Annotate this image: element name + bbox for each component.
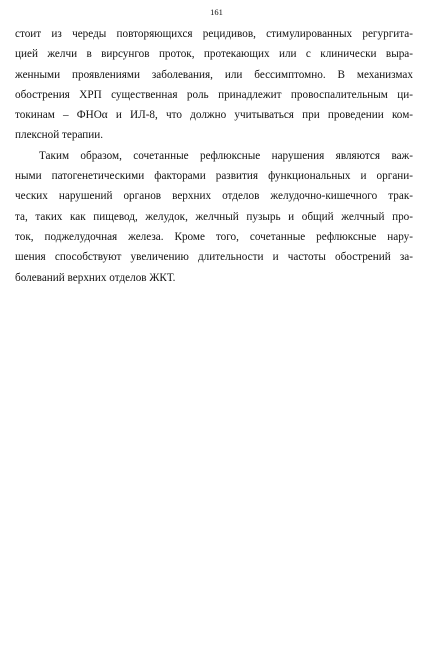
text-line: ными патогенетическими факторами развития функциональных и органи-	[15, 170, 413, 183]
text-line: стоит из череды повторяющихся рецидивов, стимулированных регургита-	[15, 28, 413, 40]
text-line: Таким образом, сочетанные рефлюксные нарушения являются важ-	[39, 149, 413, 162]
text-line: ток, поджелудочная железа. Кроме того, сочетанные рефлюксные нару-	[15, 230, 413, 243]
text-line: та, таких как пищевод, желудок, желчный пузырь и общий желчный про-	[15, 210, 413, 223]
text-line: болеваний верхних отделов ЖКТ.	[15, 271, 176, 284]
body-text	[15, 24, 413, 288]
text-line: ческих нарушений органов верхних отделов желудочно-кишечного трак-	[15, 190, 413, 203]
text-line: токинам – ФНОα и ИЛ-8, что должно учитываться при проведении ком-	[15, 109, 413, 122]
page-number: 161	[210, 7, 223, 17]
text-line: шения способствуют увеличению длительности и частоты обострений за-	[15, 251, 413, 264]
text-line: плексной терапии.	[15, 129, 104, 142]
text-line: обострения ХРП существенная роль принадлежит провоспалительным ци-	[15, 88, 413, 101]
text-line: цией желчи в вирсунгов проток, протекающих или с клинически выра-	[15, 48, 413, 61]
text-line: женными проявлениями заболевания, или бессимптомно. В механизмах	[15, 68, 413, 81]
